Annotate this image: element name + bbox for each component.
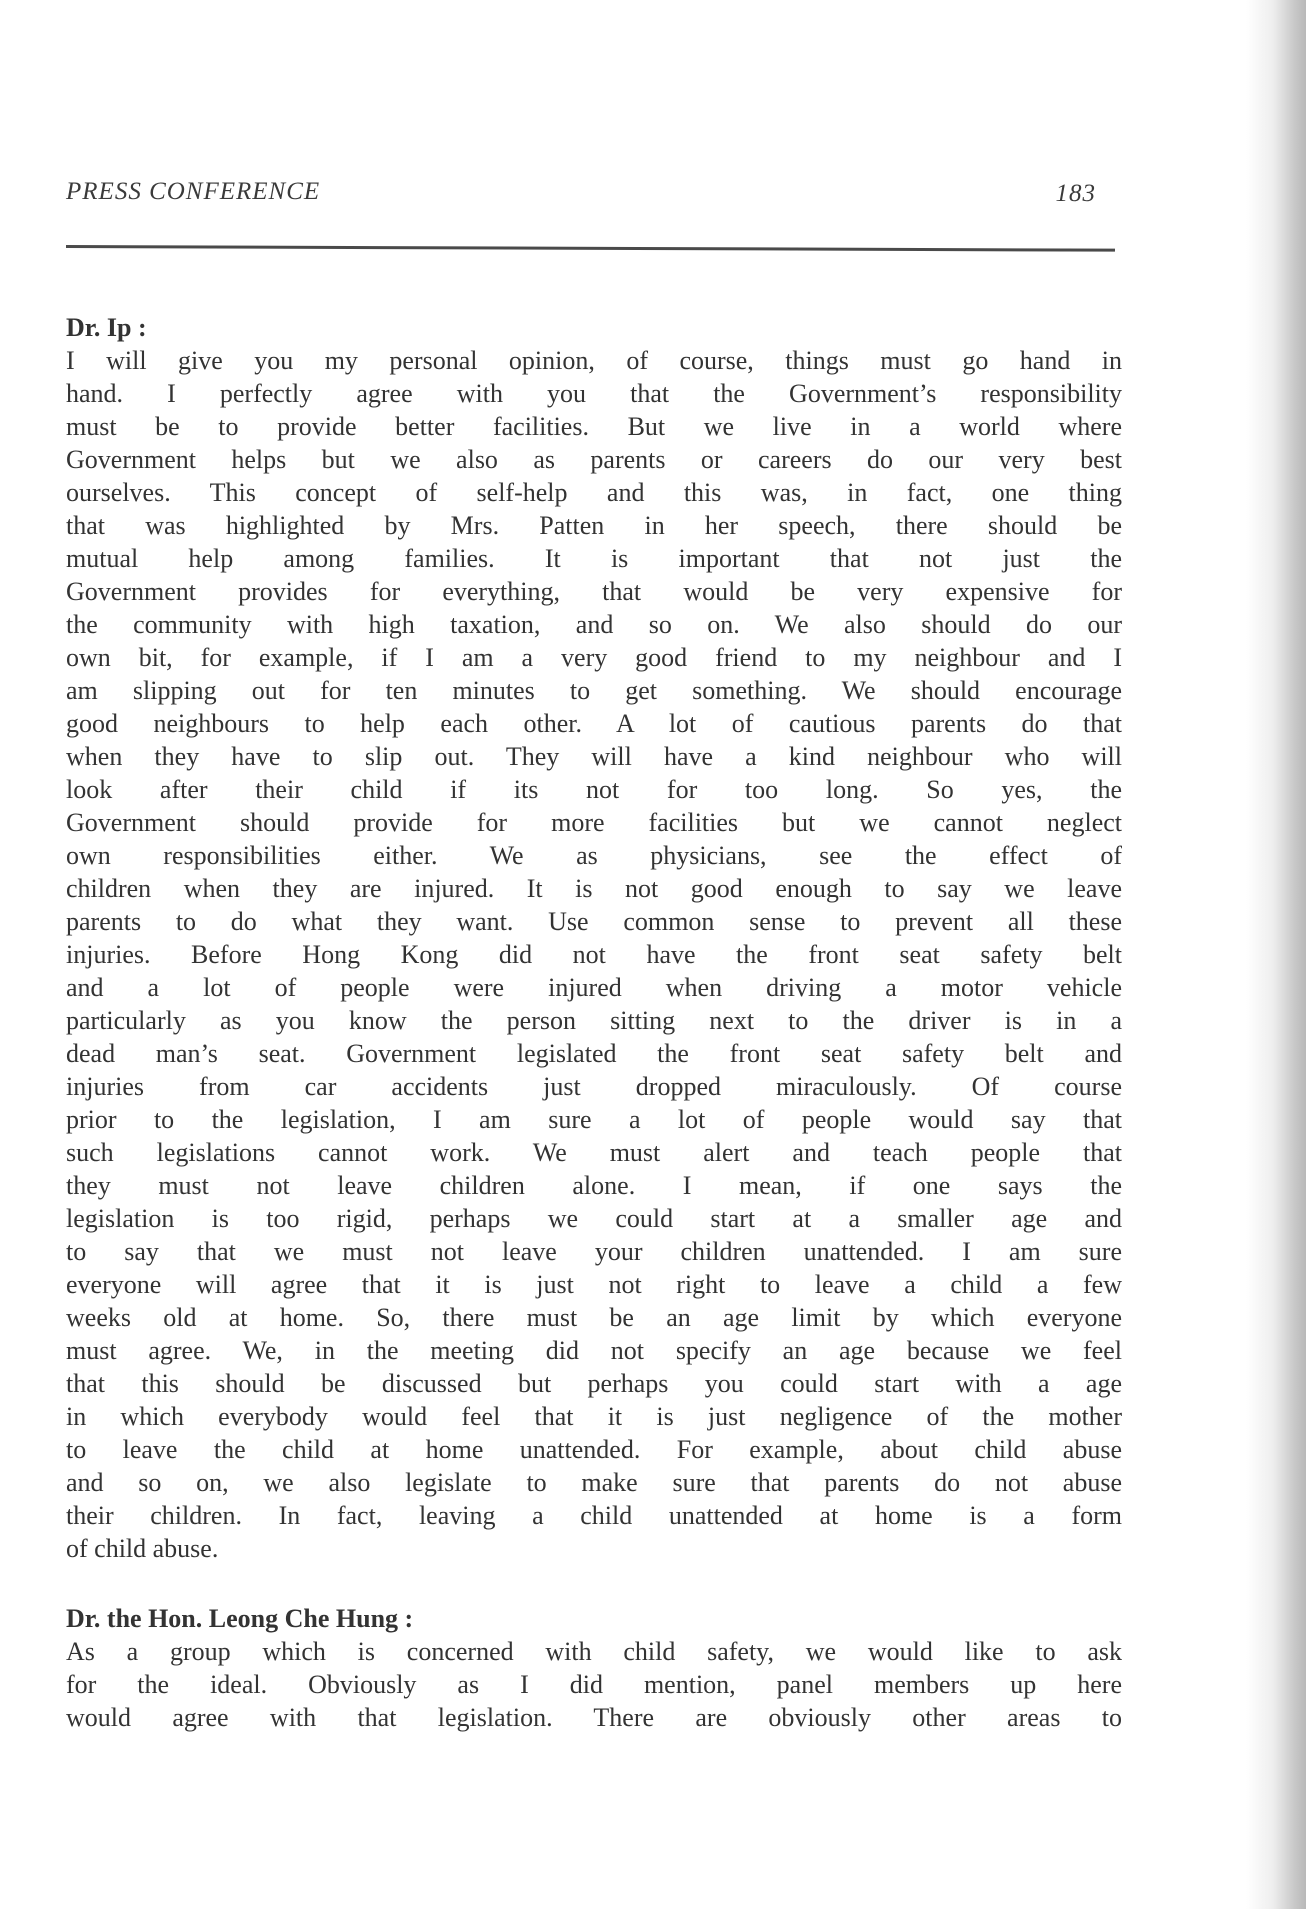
text-line: own responsibilities either. We as physicians, see the effect of: [66, 841, 1122, 870]
text-line: they must not leave children alone. I mean, if one says the: [66, 1171, 1122, 1200]
text-line: Government should provide for more facilities but we cannot neglect: [66, 808, 1122, 837]
text-line: am slipping out for ten minutes to get something. We should encourage: [66, 676, 1122, 705]
text-line: dead man’s seat. Government legislated the front seat safety belt and: [66, 1039, 1122, 1068]
text-line: Government helps but we also as parents or careers do our very best: [66, 445, 1122, 474]
text-line: that was highlighted by Mrs. Patten in her speech, there should be: [66, 511, 1122, 540]
text-line: when they have to slip out. They will have a kind neighbour who will: [66, 742, 1122, 771]
running-title: PRESS CONFERENCE: [66, 178, 321, 205]
page-number: 183: [1055, 180, 1096, 207]
text-line: and a lot of people were injured when driving a motor vehicle: [66, 973, 1122, 1002]
text-line: to leave the child at home unattended. For example, about child abuse: [66, 1435, 1122, 1464]
text-line: ourselves. This concept of self-help and this was, in fact, one thing: [66, 478, 1122, 507]
text-line: mutual help among families. It is important that not just the: [66, 544, 1122, 573]
text-line: and so on, we also legislate to make sure that parents do not abuse: [66, 1468, 1122, 1497]
section-dr-ip: [66, 311, 1122, 1565]
text-line: their children. In fact, leaving a child unattended at home is a form: [66, 1501, 1122, 1530]
speaker-heading: Dr. the Hon. Leong Che Hung :: [66, 1604, 414, 1633]
text-line: I will give you my personal opinion, of course, things must go hand in: [66, 346, 1122, 375]
text-line: children when they are injured. It is not good enough to say we leave: [66, 874, 1122, 903]
text-line: must agree. We, in the meeting did not specify an age because we feel: [66, 1336, 1122, 1365]
text-line: must be to provide better facilities. But we live in a world where: [66, 412, 1122, 441]
text-line: prior to the legislation, I am sure a lot of people would say that: [66, 1105, 1122, 1134]
running-header: [66, 178, 1116, 210]
text-line: particularly as you know the person sitting next to the driver is in a: [66, 1006, 1122, 1035]
header-rule: [66, 245, 1115, 252]
text-line: legislation is too rigid, perhaps we could start at a smaller age and: [66, 1204, 1122, 1233]
text-line: would agree with that legislation. There are obviously other areas to: [66, 1703, 1122, 1732]
text-line: injuries. Before Hong Kong did not have the front seat safety belt: [66, 940, 1122, 969]
text-line: parents to do what they want. Use common sense to prevent all these: [66, 907, 1122, 936]
page-edge-shadow: [1246, 0, 1306, 1909]
text-line: Government provides for everything, that would be very expensive for: [66, 577, 1122, 606]
text-line: own bit, for example, if I am a very good friend to my neighbour and I: [66, 643, 1122, 672]
text-line: of child abuse.: [66, 1534, 219, 1563]
text-line: weeks old at home. So, there must be an age limit by which everyone: [66, 1303, 1122, 1332]
text-line: everyone will agree that it is just not right to leave a child a few: [66, 1270, 1122, 1299]
text-line: injuries from car accidents just dropped miraculously. Of course: [66, 1072, 1122, 1101]
section-leong-che-hung: [66, 1602, 1122, 1734]
speaker-heading: Dr. Ip :: [66, 313, 147, 342]
text-line: that this should be discussed but perhaps you could start with a age: [66, 1369, 1122, 1398]
text-line: in which everybody would feel that it is just negligence of the mother: [66, 1402, 1122, 1431]
text-line: look after their child if its not for too long. So yes, the: [66, 775, 1122, 804]
text-line: to say that we must not leave your children unattended. I am sure: [66, 1237, 1122, 1266]
text-line: the community with high taxation, and so on. We also should do our: [66, 610, 1122, 639]
text-line: for the ideal. Obviously as I did mention, panel members up here: [66, 1670, 1122, 1699]
text-line: good neighbours to help each other. A lot of cautious parents do that: [66, 709, 1122, 738]
text-line: As a group which is concerned with child safety, we would like to ask: [66, 1637, 1122, 1666]
text-line: such legislations cannot work. We must alert and teach people that: [66, 1138, 1122, 1167]
text-line: hand. I perfectly agree with you that the Government’s responsibility: [66, 379, 1122, 408]
